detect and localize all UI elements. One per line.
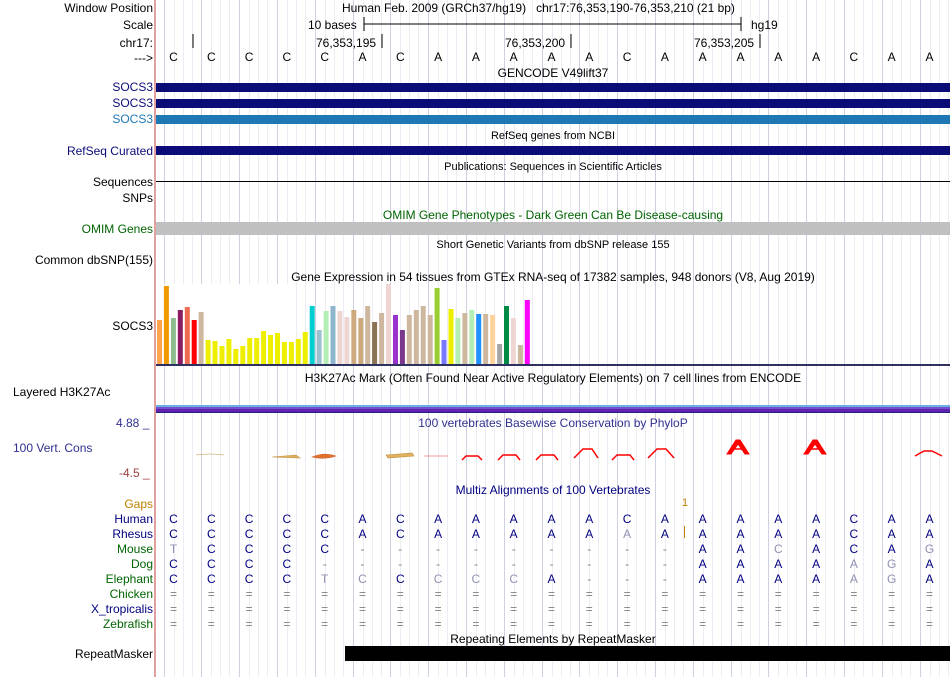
alignment-base: = [358,587,366,601]
alignment-base: = [925,617,933,631]
alignment-base: = [812,602,820,616]
base-letter: A [358,50,367,64]
alignment-base: = [547,617,555,631]
alignment-base: A [849,572,858,586]
alignment-base: = [585,587,593,601]
alignment-base: = [207,617,215,631]
alignment-base: = [888,617,896,631]
alignment-base: C [206,572,216,586]
alignment-base: C [358,572,367,586]
base-letter: A [434,50,443,64]
alignment-base: - [398,542,403,556]
alignment-base: - [398,557,403,571]
alignment-base: - [473,557,478,571]
alignment-base: - [322,557,327,571]
alignment-base: A [698,557,707,571]
alignment-base: = [812,587,820,601]
alignment-base: = [699,617,707,631]
alignment-base: = [812,617,820,631]
alignment-base: A [925,557,934,571]
alignment-base: C [320,527,330,541]
alignment-base: C [169,527,178,541]
alignment-base: = [283,602,291,616]
alignment-base: C [169,572,178,586]
alignment-base: = [850,602,858,616]
alignment-base: = [510,587,518,601]
species-label-human[interactable]: Human [114,512,153,526]
alignment-base: C [849,542,859,556]
alignment-base: = [396,587,404,601]
alignment-base: = [547,587,555,601]
alignment-base: = [472,617,480,631]
alignment-base: = [925,587,933,601]
alignment-base: = [736,602,744,616]
alignment-base: = [623,617,631,631]
species-label-dog[interactable]: Dog [130,557,153,571]
base-letter: C [244,50,254,64]
alignment-base: C [395,572,405,586]
alignment-base: A [812,572,821,586]
species-label-chicken[interactable]: Chicken [109,587,153,601]
phylop-ymin: -4.5 _ [119,466,150,480]
refseq-label[interactable]: RefSeq Curated [66,144,153,158]
alignment-base: = [661,587,669,601]
alignment-base: - [549,542,554,556]
alignment-base: = [434,602,442,616]
alignment-base: = [623,587,631,601]
alignment-base: A [509,512,518,526]
omim-label[interactable]: OMIM Genes [81,222,153,236]
alignment-base: A [849,557,858,571]
alignment-base: - [587,542,592,556]
alignment-base: G [887,557,897,571]
alignment-base: - [436,557,441,571]
dbsnp-track-title[interactable]: Short Genetic Variants from dbSNP release 155 [436,239,670,251]
alignment-base: - [360,542,365,556]
alignment-base: A [660,527,669,541]
alignment-base: A [812,512,821,526]
chrom-label[interactable]: chr17: [119,36,153,50]
alignment-base: C [849,512,859,526]
multiz-track-title[interactable]: Multiz Alignments of 100 Vertebrates [455,483,651,497]
alignment-base: = [434,617,442,631]
alignment-base: = [283,617,291,631]
base-letter: C [622,50,632,64]
base-letter: A [585,50,594,64]
alignment-base: A [698,512,707,526]
publications-label[interactable]: Sequences [92,175,153,189]
alignment-base: A [698,572,707,586]
repeatmasker-label[interactable]: RepeatMasker [74,647,153,661]
base-letter: C [282,50,292,64]
phylop-track-title[interactable]: 100 vertebrates Basewise Conservation by PhyloP [418,416,688,430]
alignment-base: - [473,542,478,556]
alignment-base: = [207,587,215,601]
position-tick-2: 76,353,200 [505,36,566,50]
alignment-base: - [662,557,667,571]
alignment-base: = [321,617,329,631]
alignment-base: A [736,527,745,541]
alignment-base: A [736,557,745,571]
gap-count-marker: 1 [682,497,689,509]
alignment-base: = [358,602,366,616]
species-label-zebrafish[interactable]: Zebrafish [102,617,153,631]
alignment-base: = [169,617,177,631]
alignment-base: = [321,602,329,616]
alignment-base: C [433,572,443,586]
base-letter: A [471,50,480,64]
h3k27ac-label[interactable]: Layered H3K27Ac [13,385,111,399]
gtex-track-title[interactable]: Gene Expression in 54 tissues from GTEx RNA-seq of 17382 samples, 948 donors (V8, Aug 2019) [291,270,815,284]
alignment-base: - [549,557,554,571]
alignment-base: C [206,527,216,541]
alignment-base: A [547,527,556,541]
gencode-track-title[interactable]: GENCODE V49lift37 [497,66,609,80]
gencode-label-2[interactable]: SOCS3 [112,96,153,110]
alignment-base: C [282,542,292,556]
alignment-base: A [887,512,896,526]
alignment-base: C [244,572,254,586]
gap-tick [684,526,685,538]
alignment-base: - [360,557,365,571]
alignment-base: A [471,512,480,526]
alignment-base: = [774,617,782,631]
alignment-base: - [662,572,667,586]
alignment-base: = [585,617,593,631]
alignment-base: = [850,617,858,631]
species-label-elephant[interactable]: Elephant [105,572,153,586]
alignment-base: = [510,617,518,631]
base-letter: C [320,50,330,64]
species-label-rhesus[interactable]: Rhesus [112,527,153,541]
repeatmasker-track-title[interactable]: Repeating Elements by RepeatMasker [450,632,656,646]
alignment-base: = [283,587,291,601]
alignment-base: = [888,602,896,616]
alignment-base: C [282,512,292,526]
h3k27ac-track-title[interactable]: H3K27Ac Mark (Often Found Near Active Regulatory Elements) on 7 cell lines from ENCODE [304,371,802,385]
alignment-base: = [774,587,782,601]
base-letter: A [774,50,783,64]
alignment-base: C [244,512,254,526]
repeatmasker-bar[interactable] [345,646,950,661]
alignment-base: - [587,557,592,571]
base-letter: A [887,50,896,64]
alignment-base: A [547,512,556,526]
alignment-base: = [547,602,555,616]
alignment-base: C [244,557,254,571]
alignment-base: A [736,542,745,556]
gaps-label[interactable]: Gaps [124,497,153,511]
alignment-base: A [623,527,632,541]
alignment-base: C [395,527,405,541]
alignment-base: A [660,512,669,526]
base-letter: A [925,50,934,64]
alignment-base: = [434,587,442,601]
alignment-base: = [623,602,631,616]
alignment-base: A [585,527,594,541]
alignment-base: = [396,602,404,616]
alignment-base: = [396,617,404,631]
alignment-base: = [169,602,177,616]
alignment-base: A [774,512,783,526]
alignment-base: = [850,587,858,601]
base-letter: A [509,50,518,64]
alignment-base: C [282,557,292,571]
alignment-base: A [925,512,934,526]
alignment-base: - [662,542,667,556]
alignment-base: A [774,527,783,541]
alignment-base: = [699,587,707,601]
alignment-base: = [736,587,744,601]
species-label-mouse[interactable]: Mouse [116,542,153,556]
base-letter: A [547,50,556,64]
alignment-base: - [436,542,441,556]
alignment-base: A [774,557,783,571]
alignment-base: A [812,557,821,571]
alignment-base: = [358,617,366,631]
base-letter: A [660,50,669,64]
alignment-base: A [925,572,934,586]
alignment-base: G [887,572,897,586]
alignment-base: = [699,602,707,616]
alignment-base: = [510,602,518,616]
base-letter: C [849,50,859,64]
alignment-base: = [585,602,593,616]
alignment-base: C [206,557,216,571]
omim-track-title[interactable]: OMIM Gene Phenotypes - Dark Green Can Be Disease-causing [382,208,724,222]
alignment-base: C [471,572,481,586]
alignment-base: = [925,602,933,616]
phylop-ymax: 4.88 _ [116,416,150,430]
phylop-label[interactable]: 100 Vert. Cons [13,441,93,455]
alignment-base: = [169,587,177,601]
alignment-base: - [587,572,592,586]
base-letter: A [812,50,821,64]
alignment-base: A [812,542,821,556]
alignment-base: A [736,572,745,586]
base-letter: A [736,50,745,64]
alignment-base: A [434,512,443,526]
alignment-base: A [698,527,707,541]
alignment-base: C [282,527,292,541]
refseq-track-title[interactable]: RefSeq genes from NCBI [490,130,616,142]
alignment-base: A [812,527,821,541]
alignment-base: C [206,512,216,526]
alignment-base: A [736,512,745,526]
alignment-base: A [358,512,367,526]
scale-bar-text: 10 bases [308,18,357,32]
alignment-base: C [320,542,330,556]
alignment-base: C [320,512,330,526]
alignment-base: A [471,527,480,541]
alignment-base: A [547,572,556,586]
species-label-x_tropicalis[interactable]: X_tropicalis [90,602,153,616]
position-tick-3: 76,353,205 [694,36,755,50]
alignment-base: = [245,602,253,616]
alignment-base: = [661,617,669,631]
alignment-base: C [509,572,519,586]
alignment-base: - [511,557,516,571]
alignment-base: = [207,602,215,616]
alignment-base: C [206,542,216,556]
publications-track-title[interactable]: Publications: Sequences in Scientific Articles [444,161,662,173]
base-letter: C [206,50,216,64]
alignment-base: C [169,512,178,526]
alignment-base: A [509,527,518,541]
alignment-base: - [625,572,630,586]
alignment-base: = [774,602,782,616]
alignment-base: - [625,557,630,571]
alignment-base: T [169,542,178,556]
alignment-base: A [698,542,707,556]
alignment-base: C [244,542,254,556]
alignment-base: A [774,572,783,586]
alignment-base: G [924,542,935,556]
alignment-base: = [472,587,480,601]
alignment-base: = [661,602,669,616]
alignment-base: T [321,572,329,586]
alignment-base: A [434,527,443,541]
gtex-label[interactable]: SOCS3 [112,319,153,333]
scale-label[interactable]: Scale [122,18,153,32]
base-letter: C [395,50,405,64]
alignment-base: A [585,512,594,526]
alignment-base: A [358,527,367,541]
alignment-base: C [773,542,783,556]
alignment-base: = [736,617,744,631]
alignment-base: C [244,527,254,541]
alignment-base: - [625,542,630,556]
base-letter: A [698,50,707,64]
alignment-base: C [622,512,632,526]
alignment-base: - [511,542,516,556]
alignment-base: C [395,512,405,526]
window-position-label[interactable]: Window Position [64,1,153,15]
alignment-base: A [887,542,896,556]
gencode-label-3[interactable]: SOCS3 [112,112,153,126]
position-tick-1: 76,353,195 [316,36,377,50]
alignment-base: = [245,617,253,631]
alignment-base: A [925,527,934,541]
alignment-base: = [888,587,896,601]
alignment-base: = [245,587,253,601]
dbsnp-label[interactable]: Common dbSNP(155) [34,253,153,267]
alignment-base: = [321,587,329,601]
alignment-base: A [887,527,896,541]
scale-db-label: hg19 [751,18,778,32]
gencode-label-1[interactable]: SOCS3 [112,80,153,94]
alignment-base: C [282,572,292,586]
alignment-base: C [169,557,178,571]
snps-label[interactable]: SNPs [122,191,153,205]
assembly-position-text: Human Feb. 2009 (GRCh37/hg19) chr17:76,353,190-76,353,210 (21 bp) [342,1,735,15]
alignment-base: C [849,527,859,541]
strand-arrow-label[interactable]: ---> [134,51,153,65]
alignment-base: = [472,602,480,616]
base-letter: C [169,50,178,64]
